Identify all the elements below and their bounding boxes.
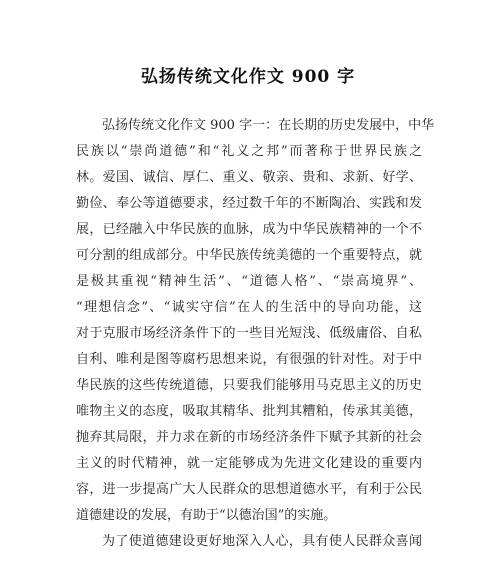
- paragraph-line: 对于克服市场经济条件下的一些目光短浅、低级庸俗、自私: [76, 326, 422, 341]
- paragraph-line: 是极其重视“精神生活”、“道德人格”、“崇高境界”、: [76, 274, 422, 289]
- paragraph-line: 林。爱国、诚信、厚仁、重义、敬亲、贵和、求新、好学、: [76, 170, 422, 185]
- paragraph-line: 勤俭、奉公等道德要求，经过数千年的不断陶冶、实践和发: [76, 196, 422, 211]
- paragraph-line: 主义的时代精神，就一定能够成为先进文化建设的重要内: [76, 456, 422, 471]
- paragraph-line: 道德建设的发展，有助于“以德治国”的实施。: [76, 508, 337, 523]
- paragraph-line: 容，进一步提高广大人民群众的思想道德水平，有利于公民: [76, 482, 422, 497]
- paragraph-line: 可分割的组成部分。中华民族传统美德的一个重要特点，就: [76, 248, 422, 263]
- paragraph-line: 展，已经融入中华民族的血脉，成为中华民族精神的一个不: [76, 222, 422, 237]
- paragraph-line: “理想信念”、“诚实守信”在人的生活中的导向功能，这: [76, 300, 422, 315]
- paragraph-line: 为了使道德建设更好地深入人心，具有使人民群众喜闻: [102, 534, 422, 549]
- paragraph-line: 自利、唯利是图等腐朽思想来说，有很强的针对性。对于中: [76, 352, 422, 367]
- document-title: 弘扬传统文化作文 900 字: [140, 67, 356, 87]
- paragraph-line: 弘扬传统文化作文 900 字一：在长期的历史发展中，中华: [102, 118, 435, 133]
- paragraph-line: 华民族的这些传统道德，只要我们能够用马克思主义的历史: [76, 378, 422, 393]
- paragraph-line: 抛弃其局限，并力求在新的市场经济条件下赋予其新的社会: [76, 430, 422, 445]
- paragraph-line: 唯物主义的态度，吸取其精华、批判其糟粕，传承其美德，: [76, 404, 422, 419]
- paragraph-line: 民族以“崇尚道德”和“礼义之邦”而著称于世界民族之: [76, 144, 422, 159]
